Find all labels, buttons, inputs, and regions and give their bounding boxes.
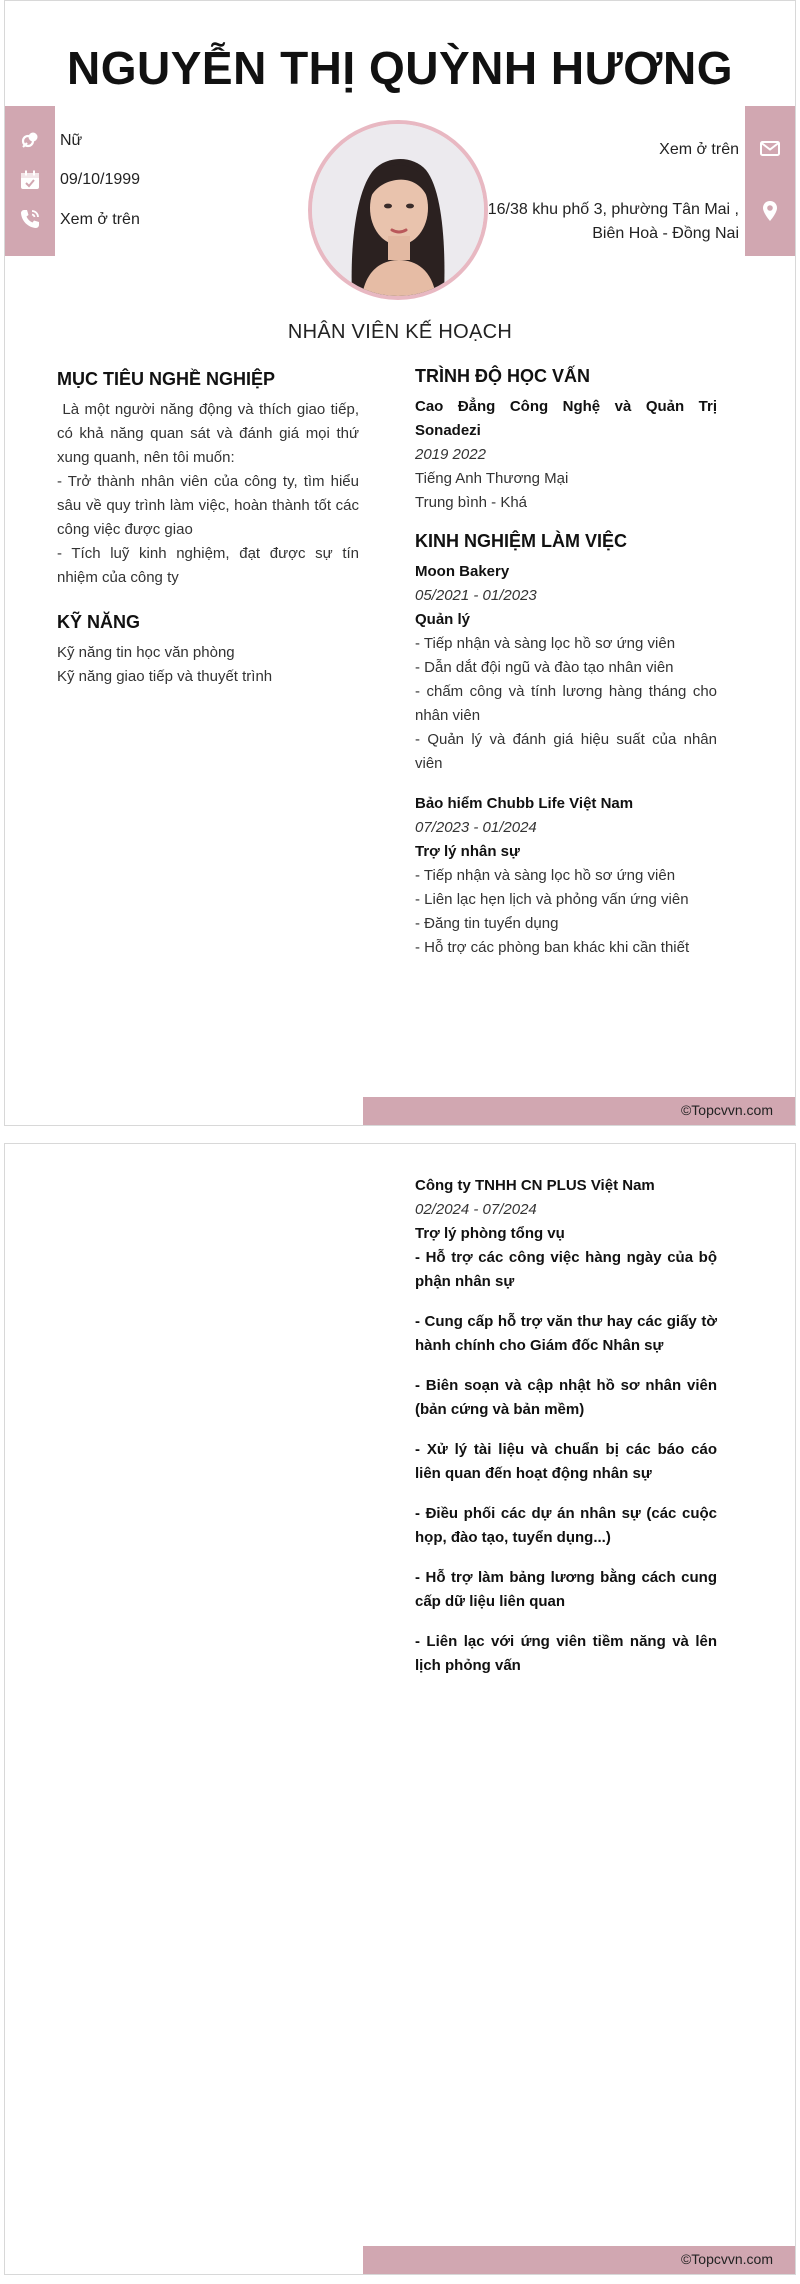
job-task: - Cung cấp hỗ trợ văn thư hay các giấy tờ hành chính cho Giám đốc Nhân sự <box>415 1313 717 1354</box>
birthdate-value: 09/10/1999 <box>60 171 141 188</box>
address-line-1: 16/38 khu phố 3, phường Tân Mai , <box>487 201 739 218</box>
experience-title: KINH NGHIỆM LÀM VIỆC <box>415 531 628 551</box>
candidate-name: NGUYỄN THỊ QUỲNH HƯƠNG <box>67 42 733 94</box>
education-major: Tiếng Anh Thương Mại <box>415 470 569 487</box>
left-column <box>57 369 364 689</box>
job-task: - Dẫn dắt đội ngũ và đào tạo nhân viên <box>415 659 674 676</box>
job-role: Quản lý <box>415 611 471 628</box>
education-period: 2019 2022 <box>415 446 486 463</box>
contact-bar-left <box>5 106 55 256</box>
right-column <box>415 366 717 960</box>
job-task: - Xử lý tài liệu và chuẩn bị các báo cáo liên quan đến hoạt động nhân sự <box>415 1441 717 1482</box>
avatar <box>308 120 488 300</box>
job-task: - Biên soạn và cập nhật hồ sơ nhân viên (bản cứng và bản mềm) <box>415 1377 717 1418</box>
job-company: Bảo hiểm Chubb Life Việt Nam <box>415 795 634 812</box>
footer-brand: ©Topcvvn.com <box>680 2251 773 2267</box>
footer-bar <box>363 2246 795 2274</box>
gender-icon <box>18 128 42 152</box>
job-company: Công ty TNHH CN PLUS Việt Nam <box>415 1177 655 1194</box>
email-icon <box>758 136 782 160</box>
education-school: Cao Đẳng Công Nghệ và Quản Trị Sonadezi <box>415 398 717 439</box>
job-task: - Tiếp nhận và sàng lọc hồ sơ ứng viên <box>415 867 676 884</box>
objective-title: MỤC TIÊU NGHỀ NGHIỆP <box>57 369 276 389</box>
job-task: - Hỗ trợ làm bảng lương bằng cách cung cấp dữ liệu liên quan <box>415 1569 717 1610</box>
job-task: - Điều phối các dự án nhân sự (các cuộc họp, đào tạo, tuyển dụng...) <box>415 1505 717 1546</box>
job-task: - chấm công và tính lương hàng tháng cho nhân viên <box>415 683 717 724</box>
job-role: Trợ lý nhân sự <box>415 843 520 860</box>
job-task: - Liên lạc hẹn lịch và phỏng vấn ứng viên <box>415 891 689 908</box>
job-period: 02/2024 - 07/2024 <box>415 1201 537 1218</box>
job-period: 07/2023 - 01/2024 <box>415 819 537 836</box>
job-period: 05/2021 - 01/2023 <box>415 587 537 604</box>
skill-item: Kỹ năng giao tiếp và thuyết trình <box>57 668 273 685</box>
job-task: - Hỗ trợ các công việc hàng ngày của bộ phận nhân sự <box>415 1249 717 1290</box>
job-task: - Đăng tin tuyển dụng <box>415 915 559 932</box>
calendar-icon <box>18 168 42 192</box>
education-grade: Trung bình - Khá <box>415 494 528 511</box>
job-task: - Tiếp nhận và sàng lọc hồ sơ ứng viên <box>415 635 676 652</box>
gender-value: Nữ <box>60 132 83 149</box>
phone-icon <box>18 207 42 231</box>
contact-bar-right <box>745 106 795 256</box>
location-icon <box>758 199 782 223</box>
skill-item: Kỹ năng tin học văn phòng <box>57 644 235 661</box>
right-column-continued <box>415 1174 717 1694</box>
objective-point: - Trở thành nhân viên của công ty, tìm hiểu sâu về quy trình làm việc, hoàn thành tốt các công việc được giao <box>57 473 359 538</box>
footer-brand: ©Topcvvn.com <box>680 1102 773 1118</box>
footer-bar <box>363 1097 795 1125</box>
job-title: NHÂN VIÊN KẾ HOẠCH <box>287 321 513 343</box>
skills-title: KỸ NĂNG <box>57 612 141 632</box>
job-task: - Hỗ trợ các phòng ban khác khi cần thiết <box>415 939 690 956</box>
phone-value: Xem ở trên <box>60 211 140 228</box>
job-task: - Quản lý và đánh giá hiệu suất của nhân viên <box>415 731 717 772</box>
address-line-2: Biên Hoà - Đồng Nai <box>592 225 739 242</box>
job-task: - Liên lạc với ứng viên tiềm năng và lên lịch phỏng vấn <box>415 1633 717 1674</box>
job-role: Trợ lý phòng tổng vụ <box>415 1225 565 1242</box>
email-value: Xem ở trên <box>659 141 739 158</box>
cv-page-1 <box>4 0 796 1126</box>
objective-point: - Tích luỹ kinh nghiệm, đạt được sự tín nhiệm của công ty <box>57 545 359 586</box>
job-company: Moon Bakery <box>415 563 510 580</box>
education-title: TRÌNH ĐỘ HỌC VẤN <box>415 366 590 386</box>
cv-page-2 <box>4 1143 796 2275</box>
objective-intro: Là một người năng động và thích giao tiếp, có khả năng quan sát và đánh giá mọi thứ xung quanh, nên tôi muốn: <box>57 401 364 466</box>
